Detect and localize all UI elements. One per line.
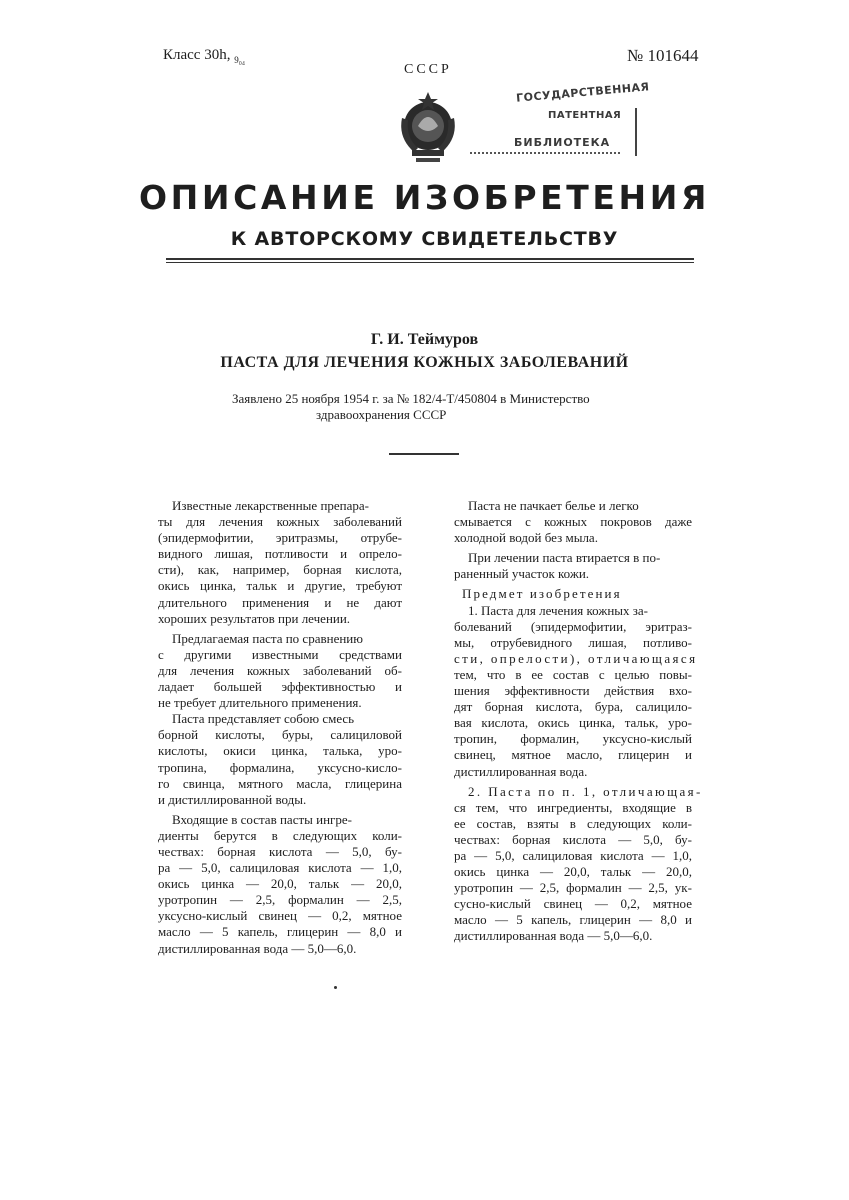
text-line: длительного применения и не дают [158,594,402,610]
text-line: тропин, формалин, уксусно-кислый [454,731,692,747]
text-line: не требует длительного применения. [158,695,362,711]
text-line: уротропин — 2,5, формалин — 2,5, ук- [454,880,692,896]
stamp-line-1: ГОСУДАРСТВЕННАЯ [515,80,650,105]
title-rule-thick [166,258,694,260]
text-line: и дистиллированной воды. [158,791,307,807]
text-line: Паста не пачкает белье и легко [468,498,639,513]
text-line: Паста представляет собою смесь [172,711,355,727]
text-line: вая кислота, окись цинка, тальк, уро- [454,715,692,731]
text-line: Входящие в состав пасты ингре- [172,811,352,827]
text-line: шения эффективности действия вхо- [454,683,692,699]
text-line: для лечения кожных заболеваний об- [158,662,402,678]
document-title: ОПИСАНИЕ ИЗОБРЕТЕНИЯ [138,178,710,217]
text-line: окись цинка, тальк и другие, требуют [158,578,402,594]
text-line: холодной водой без мыла. [454,530,598,546]
text-line: видного лишая, потливости и опрело- [158,546,402,562]
text-line: мы, отрубевидного лишая, потливо- [454,634,692,650]
text-line: го свинца, мятного масла, глицерина [158,775,402,791]
stamp-line-3: БИБЛИОТЕКА [514,136,611,149]
page-speck [334,986,337,989]
ussr-emblem-icon [388,88,468,168]
claims-heading: Предмет изобретения [462,586,622,602]
text-line: тропина, формалина, уксусно-кисло- [158,759,402,775]
patent-number: № 101644 [627,46,699,65]
text-line: хороших результатов при лечении. [158,610,351,626]
text-line: Известные лекарственные препара- [172,498,369,513]
text-line: свинец, мятное масло, глицерин и [454,747,692,763]
library-stamp [470,80,648,158]
text-line: ты для лечения кожных заболеваний [158,514,402,530]
text-line: кислоты, окиси цинка, талька, уро- [158,743,402,759]
text-line: с другими известными средствами [158,646,402,662]
text-line: ладает большей эффективностью и [158,679,402,695]
left-column [158,498,402,957]
country-label: СССР [404,62,452,77]
text-line: Предлагаемая паста по сравнению [172,630,363,646]
text-line: 1. Паста для лечения кожных за- [468,602,648,618]
text-line: уротропин — 2,5, формалин — 2,5, [158,892,402,908]
text-line: смывается с кожных покровов даже [454,514,692,530]
text-line: окись цинка — 20,0, тальк — 20,0, [454,864,692,880]
section-divider [389,453,459,455]
text-line: При лечении паста втирается в по- [468,550,661,566]
text-line: ее состав, взяты в следующих коли- [454,815,692,831]
text-line: окись цинка — 20,0, тальк — 20,0, [158,876,402,892]
class-label [163,47,245,65]
text-line: борной кислоты, буры, салициловой [158,727,402,743]
text-line: (эпидермофитии, эритразмы, отрубе- [158,530,402,546]
text-line: 2. Паста по п. 1, отличающая- [468,783,703,799]
text-line: масло — 5 капель, глицерин — 8,0 и [158,924,402,940]
text-line: тем, что в ее состав с целью повы- [454,666,692,682]
filing-line-2: здравоохранения СССР [316,407,447,422]
text-line: сусно-кислый свинец — 0,2, мятное [454,896,692,912]
text-line: чествах: борная кислота — 5,0, бу- [158,843,402,859]
text-line: чествах: борная кислота — 5,0, бу- [454,831,692,847]
text-line: масло — 5 капель, глицерин — 8,0 и [454,912,692,928]
title-rule-thin [166,262,694,263]
stamp-line-2: ПАТЕНТНАЯ [548,110,622,121]
filing-info [232,391,622,423]
stamp-dotted-line [470,152,620,154]
text-line: дистиллированная вода — 5,0—6,0. [454,928,653,944]
invention-title: ПАСТА ДЛЯ ЛЕЧЕНИЯ КОЖНЫХ ЗАБОЛЕВАНИЙ [220,354,629,371]
text-line: дистиллированная вода — 5,0—6,0. [158,940,357,956]
text-line: болеваний (эпидермофитии, эритраз- [454,618,692,634]
text-line: ся тем, что ингредиенты, входящие в [454,799,692,815]
filing-line-1: Заявлено 25 ноября 1954 г. за № 182/4-Т/450804 в Министерство [232,391,590,406]
text-line: ра — 5,0, салициловая кислота — 1,0, [158,860,402,876]
text-line: сти, опрелости), отличающаяся [454,650,698,666]
text-line: уксусно-кислый свинец — 0,2, мятное [158,908,402,924]
stamp-border [635,108,637,156]
right-column [454,498,703,945]
class-text: Класс 30h, [163,47,231,63]
author-name: Г. И. Теймуров [370,331,479,348]
text-line: ра — 5,0, салициловая кислота — 1,0, [454,847,692,863]
class-subscript: 9₀₄ [234,55,245,65]
text-line: дят борная кислота, бура, салицило- [454,699,692,715]
text-line: дистиллированная вода. [454,763,588,779]
document-subtitle: К АВТОРСКОМУ СВИДЕТЕЛЬСТВУ [230,228,619,250]
text-line: раненный участок кожи. [454,566,590,582]
text-line: диенты берутся в следующих коли- [158,827,402,843]
text-line: сти), как, например, борная кислота, [158,562,402,578]
